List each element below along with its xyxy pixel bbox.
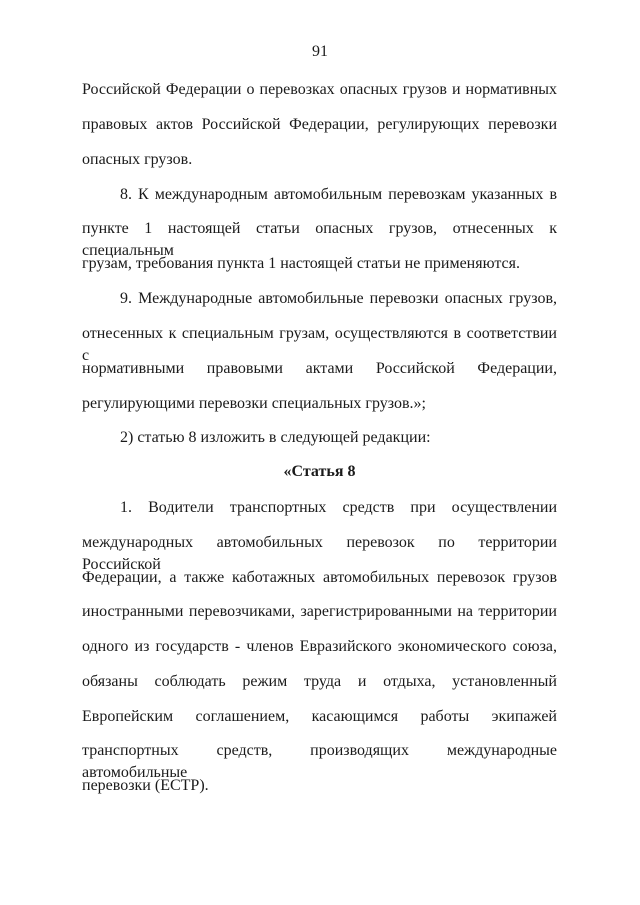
text-line: регулирующими перевозки специальных грузов.»;	[82, 395, 426, 412]
article-paragraph-1-line: 1. Водители транспортных средств при осуществлении	[120, 499, 557, 516]
amendment-line: 2) статью 8 изложить в следующей редакции:	[120, 429, 431, 446]
text-line: международных автомобильных перевозок по территории Российской	[82, 534, 557, 573]
text-line: правовых актов Российской Федерации, регулирующих перевозки	[82, 116, 557, 133]
text-line: транспортных средств, производящих международные автомобильные	[82, 742, 557, 781]
text-line: иностранными перевозчиками, зарегистрированными на территории	[82, 603, 557, 620]
text-line: пункте 1 настоящей статьи опасных грузов, отнесенных к специальным	[82, 220, 557, 259]
text-line: Российской Федерации о перевозках опасных грузов и нормативных	[82, 81, 557, 98]
text-line: обязаны соблюдать режим труда и отдыха, установленный	[82, 673, 557, 690]
text-line: одного из государств - членов Евразийского экономического союза,	[82, 638, 557, 655]
text-line: Федерации, а также каботажных автомобильных перевозок грузов	[82, 569, 557, 586]
paragraph-8-line: 8. К международным автомобильным перевозкам указанных в	[120, 186, 557, 203]
article-heading: «Статья 8	[283, 463, 356, 480]
text-line: опасных грузов.	[82, 151, 193, 168]
page-number: 91	[312, 43, 328, 60]
text-line: Европейским соглашением, касающимся работы экипажей	[82, 708, 557, 725]
text-line: отнесенных к специальным грузам, осуществляются в соответствии с	[82, 325, 557, 364]
text-line: перевозки (ЕСТР).	[82, 777, 209, 794]
paragraph-9-line: 9. Международные автомобильные перевозки опасных грузов,	[120, 290, 557, 307]
text-line: грузам, требования пункта 1 настоящей статьи не применяются.	[82, 255, 520, 272]
text-line: нормативными правовыми актами Российской Федерации,	[82, 360, 557, 377]
